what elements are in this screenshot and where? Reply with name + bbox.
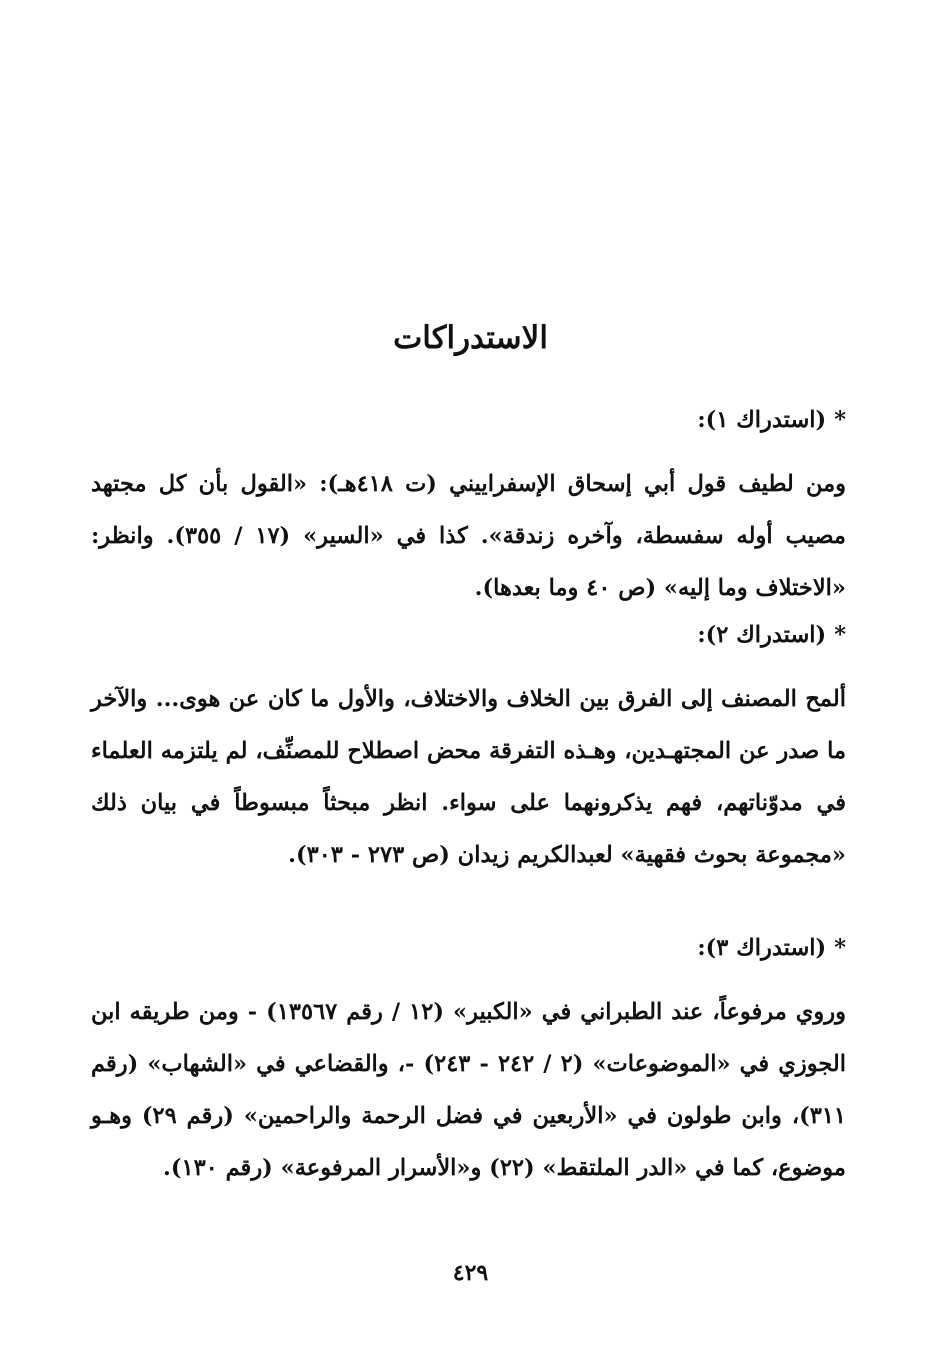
section-heading-2 (91, 615, 846, 655)
page-number: ٤٢٩ (452, 1260, 489, 1286)
section-heading-label: (استدراك ١): (697, 407, 827, 433)
section-body-2: ألمح المصنف إلى الفرق بين الخلاف والاختلاف، والأول ما كان عن هوى... والآخر ما صدر عن المجتهـدين، وهـذه التفرقة محض اصطلاح للمصنِّف، لم يلتزمه العلماء في مدوّناتهم، فهم يذكرونهما على سواء. انظر مبحثاً مبسوطاً في بيان ذلك «مجموعة بحوث فقهية» لعبدالكريم زيدان (ص ٢٧٣ - ٣٠٣). (91, 686, 846, 868)
section-heading-3 (91, 928, 846, 968)
section-heading-1 (91, 400, 846, 440)
page-title: الاستدراكات (393, 320, 548, 356)
section-body-3: وروي مرفوعاً، عند الطبراني في «الكبير» (١٢ / رقم ١٣٥٦٧) - ومن طريقه ابن الجوزي في «الموضوعات» (٢ / ٢٤٢ - ٢٤٣) -، والقضاعي في «الشهاب» (رقم ٣١١)، وابن طولون في «الأربعين في فضل الرحمة والراحمين» (رقم ٢٩) وهـو موضوع، كما في «الدر الملتقط» (٢٢) و«الأسرار المرفوعة» (رقم ١٣٠). (91, 999, 846, 1181)
asterisk-icon: * (834, 407, 846, 433)
asterisk-icon: * (834, 935, 846, 961)
section-heading-label: (استدراك ٢): (697, 622, 827, 648)
asterisk-icon: * (834, 622, 846, 648)
section-body-1: ومن لطيف قول أبي إسحاق الإسفراييني (ت ٤١٨هـ): «القول بأن كل مجتهد مصيب أوله سفسطة، وآخره زندقة». كذا في «السير» (١٧ / ٣٥٥). وانظر: «الاختلاف وما إليه» (ص ٤٠ وما بعدها). (91, 471, 846, 601)
section-heading-label: (استدراك ٣): (697, 935, 827, 961)
